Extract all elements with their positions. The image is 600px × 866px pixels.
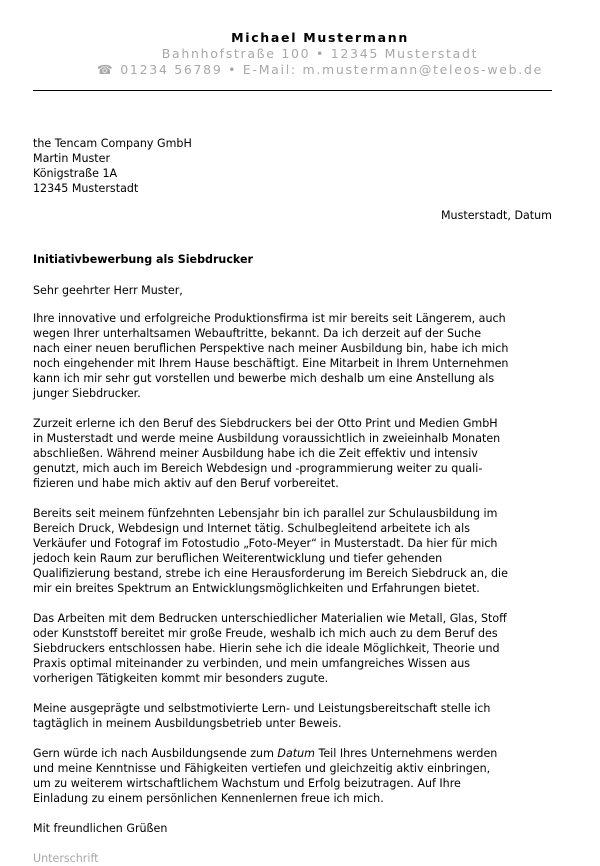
paragraph-line: Qualifizierung bestand, strebe ich eine Herausforderung im Bereich Siebdruck an, die <box>33 567 508 580</box>
paragraph-line: um zu weiterem wirtschaftlichem Wachstum und Erfolg beizutragen. Auf Ihre <box>33 777 461 790</box>
paragraph-line: nach einer neuen beruflichen Perspektive nach meiner Ausbildung bin, habe ich mich <box>33 342 509 355</box>
paragraph-line: tagtäglich in meinem Ausbildungsbetrieb unter Beweis. <box>33 717 342 730</box>
letter-salutation: Sehr geehrter Herr Muster, <box>33 284 183 297</box>
paragraph-text: Teil Ihres Unternehmens werden <box>314 747 498 760</box>
paragraph-line: wegen Ihrer unterhaltsamen Webauftritte, bekannt. Da ich derzeit auf der Suche <box>33 327 482 340</box>
paragraph-4 <box>33 611 558 686</box>
sender-contact-text: 01234 56789 • E-Mail: m.mustermann@teleos-web.de <box>120 62 543 77</box>
letter-subject: Initiativbewerbung als Siebdrucker <box>33 253 253 266</box>
paragraph-line: Meine ausgeprägte und selbstmotivierte Lern- und Leistungsbereitschaft stelle ich <box>33 702 491 715</box>
telephone-icon: ☎ <box>97 62 113 77</box>
letter-body <box>33 311 558 866</box>
paragraph-line: jedoch kein Raum zur beruflichen Weiterentwicklung und tiefer gehenden <box>33 552 443 565</box>
paragraph-5 <box>33 701 558 731</box>
paragraph-line: noch eingehender mit Ihrem Hause beschäftigt. Eine Mitarbeit in Ihrem Unternehmen <box>33 357 509 370</box>
paragraph-2 <box>33 416 558 491</box>
paragraph-line: mir ein breites Spektrum an Entwicklungsmöglichkeiten und Erfahrungen bietet. <box>33 582 480 595</box>
paragraph-line: fizieren und habe mich aktiv auf den Beruf vorbereitet. <box>33 477 339 490</box>
paragraph-line: Ihre innovative und erfolgreiche Produktionsfirma ist mir bereits seit Längerem, auch <box>33 312 506 325</box>
paragraph-line: und meine Kenntnisse und Fähigkeiten vertiefen und gleichzeitig aktiv einbringen, <box>33 762 491 775</box>
letterhead-divider <box>33 90 552 91</box>
paragraph-line: Bereits seit meinem fünfzehnten Lebensjahr bin ich parallel zur Schulausbildung im <box>33 507 498 520</box>
paragraph-line: Einladung zu einem persönlichen Kennenlernen freue ich mich. <box>33 792 384 805</box>
signature-placeholder: Unterschrift <box>33 852 99 865</box>
sender-contact <box>40 62 600 78</box>
paragraph-6 <box>33 746 558 806</box>
paragraph-3 <box>33 506 558 596</box>
paragraph-line: Praxis optimal miteinander zu verbinden, und mein umfangreiches Wissen aus <box>33 657 471 670</box>
sender-name: Michael Mustermann <box>231 30 409 45</box>
letterhead <box>0 30 600 78</box>
paragraph-line: junger Siebdrucker. <box>33 387 141 400</box>
paragraph-line: Verkäufer und Fotograf im Fotostudio „Foto-Meyer“ in Musterstadt. Da hier für mich <box>33 537 498 550</box>
paragraph-line: Bereich Druck, Webdesign und Internet tätig. Schulbegleitend arbeitete ich als <box>33 522 470 535</box>
paragraph-line: Zurzeit erlerne ich den Beruf des Siebdruckers bei der Otto Print und Medien GmbH <box>33 417 498 430</box>
paragraph-line: in Musterstadt und werde meine Ausbildung voraussichtlich in zweieinhalb Monaten <box>33 432 501 445</box>
paragraph-line: abschließen. Während meiner Ausbildung habe ich die Zeit effektiv und intensiv <box>33 447 478 460</box>
sender-address: Bahnhofstraße 100 • 12345 Musterstadt <box>161 46 479 61</box>
paragraph-1 <box>33 311 558 401</box>
date-placeholder: Datum <box>277 747 315 760</box>
recipient-address <box>33 136 558 196</box>
letter-closing: Mit freundlichen Grüßen <box>33 822 168 835</box>
paragraph-line: vorherigen Tätigkeiten kommt mir besonders zugute. <box>33 672 329 685</box>
paragraph-text: Gern würde ich nach Ausbildungsende zum <box>33 747 278 760</box>
paragraph-line: Siebdruckers entschlossen habe. Hierin sehe ich die ideale Möglichkeit, Theorie und <box>33 642 500 655</box>
recipient-company: the Tencam Company GmbH <box>33 137 192 150</box>
paragraph-line: kann ich mir sehr gut vorstellen und bewerbe mich deshalb um eine Anstellung als <box>33 372 495 385</box>
recipient-street: Königstraße 1A <box>33 167 118 180</box>
paragraph-line: Das Arbeiten mit dem Bedrucken unterschiedlicher Materialien wie Metall, Glas, Stoff <box>33 612 507 625</box>
paragraph-line <box>33 746 558 761</box>
recipient-person: Martin Muster <box>33 152 111 165</box>
paragraph-line: oder Kunststoff bereitet mir große Freude, weshalb ich mich auch zu dem Beruf des <box>33 627 498 640</box>
recipient-city: 12345 Musterstadt <box>33 182 139 195</box>
paragraph-line: genutzt, mich auch im Bereich Webdesign und -programmierung weiter zu quali- <box>33 462 483 475</box>
letter-date: Musterstadt, Datum <box>440 209 552 222</box>
